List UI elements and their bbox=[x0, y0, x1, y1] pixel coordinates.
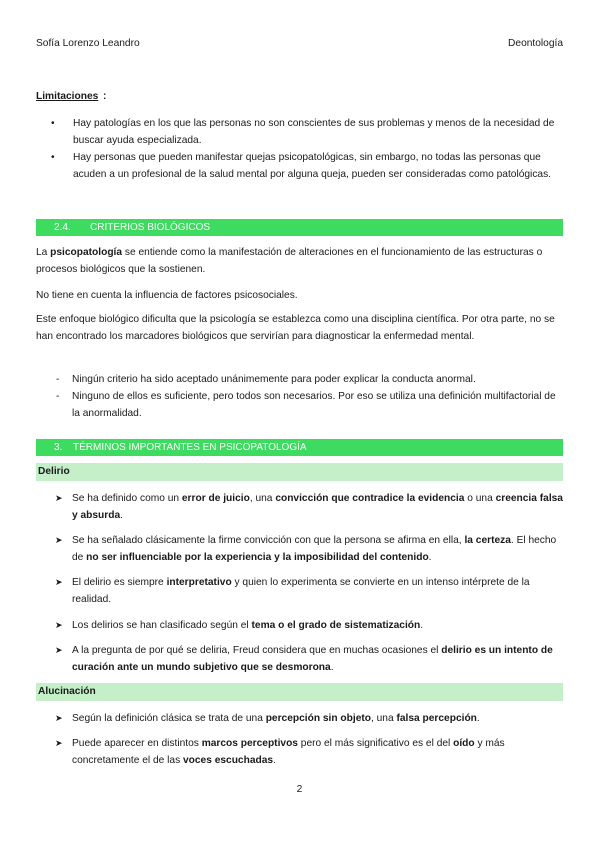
header-author: Sofía Lorenzo Leandro bbox=[36, 38, 140, 49]
list-item: ➤ Según la definición clásica se trata de una percepción sin objeto, una falsa percepción. bbox=[36, 710, 563, 727]
arrow-icon: ➤ bbox=[55, 620, 63, 630]
section-heading-3: 3. TÉRMINOS IMPORTANTES EN PSICOPATOLOGÍA bbox=[36, 439, 563, 456]
paragraph: No tiene en cuenta la influencia de factores psicosociales. bbox=[36, 290, 298, 301]
list-item: • Hay patologías en los que las personas no son conscientes de sus problemas y menos de la necesidad de buscar ayuda especializada. bbox=[36, 115, 563, 149]
arrow-icon: ➤ bbox=[55, 493, 63, 503]
subheading-delirio: Delirio bbox=[36, 463, 563, 481]
limitations-colon: : bbox=[103, 91, 107, 102]
arrow-icon: ➤ bbox=[55, 713, 63, 723]
bullet-icon: • bbox=[51, 152, 55, 163]
list-item: - Ningún criterio ha sido aceptado unánimemente para poder explicar la conducta anormal. bbox=[36, 371, 563, 388]
paragraph: Este enfoque biológico dificulta que la psicología se establezca como una disciplina científica. Por otra parte, no se han encontrado los marcadores biológicos que servirían para diagnosticar la enfermedad mental. bbox=[36, 314, 555, 342]
paragraph: La psicopatología se entiende como la manifestación de alteraciones en el funcionamiento de las estructuras o procesos biológicos que la sostienen. bbox=[36, 247, 543, 275]
list-item: - Ninguno de ellos es suficiente, pero todos son necesarios. Por eso se utiliza una definición multifactorial de la anormalidad. bbox=[36, 388, 563, 422]
arrow-icon: ➤ bbox=[55, 577, 63, 587]
list-item: ➤ Se ha señalado clásicamente la firme convicción con que la persona se afirma en ella, la certeza. El hecho de no ser influenciable por la experiencia y la imposibilidad del contenido. bbox=[36, 532, 563, 566]
list-item: ➤ Se ha definido como un error de juicio, una convicción que contradice la evidencia o una creencia falsa y absurda. bbox=[36, 490, 563, 524]
arrow-icon: ➤ bbox=[55, 535, 63, 545]
limitations-list bbox=[36, 115, 563, 183]
list-item: ➤ El delirio es siempre interpretativo y quien lo experimenta se convierte en un intenso intérprete de la realidad. bbox=[36, 574, 563, 608]
list-item: • Hay personas que pueden manifestar quejas psicopatológicas, sin embargo, no todas las personas que acuden a un profesional de la salud mental por alguna queja, pueden ser consideradas como patológicas. bbox=[36, 149, 563, 183]
dash-icon: - bbox=[56, 374, 60, 385]
bullet-icon: • bbox=[51, 118, 55, 129]
header-subject: Deontología bbox=[508, 38, 563, 49]
arrow-icon: ➤ bbox=[55, 738, 63, 748]
subheading-alucinacion: Alucinación bbox=[36, 683, 563, 701]
dash-icon: - bbox=[56, 391, 60, 402]
list-item: ➤ Los delirios se han clasificado según el tema o el grado de sistematización. bbox=[36, 617, 563, 634]
limitations-heading: Limitaciones bbox=[36, 91, 99, 102]
list-item: ➤ Puede aparecer en distintos marcos perceptivos pero el más significativo es el del oído y más concretamente el de las voces escuchadas. bbox=[36, 735, 563, 769]
arrow-icon: ➤ bbox=[55, 645, 63, 655]
list-item: ➤ A la pregunta de por qué se deliria, Freud considera que en muchas ocasiones el delirio es un intento de curación ante un mundo subjetivo que se desmorona. bbox=[36, 642, 563, 676]
page-number: 2 bbox=[296, 784, 303, 795]
section-heading-2-4: 2.4. CRITERIOS BIOLÓGICOS bbox=[36, 219, 563, 236]
